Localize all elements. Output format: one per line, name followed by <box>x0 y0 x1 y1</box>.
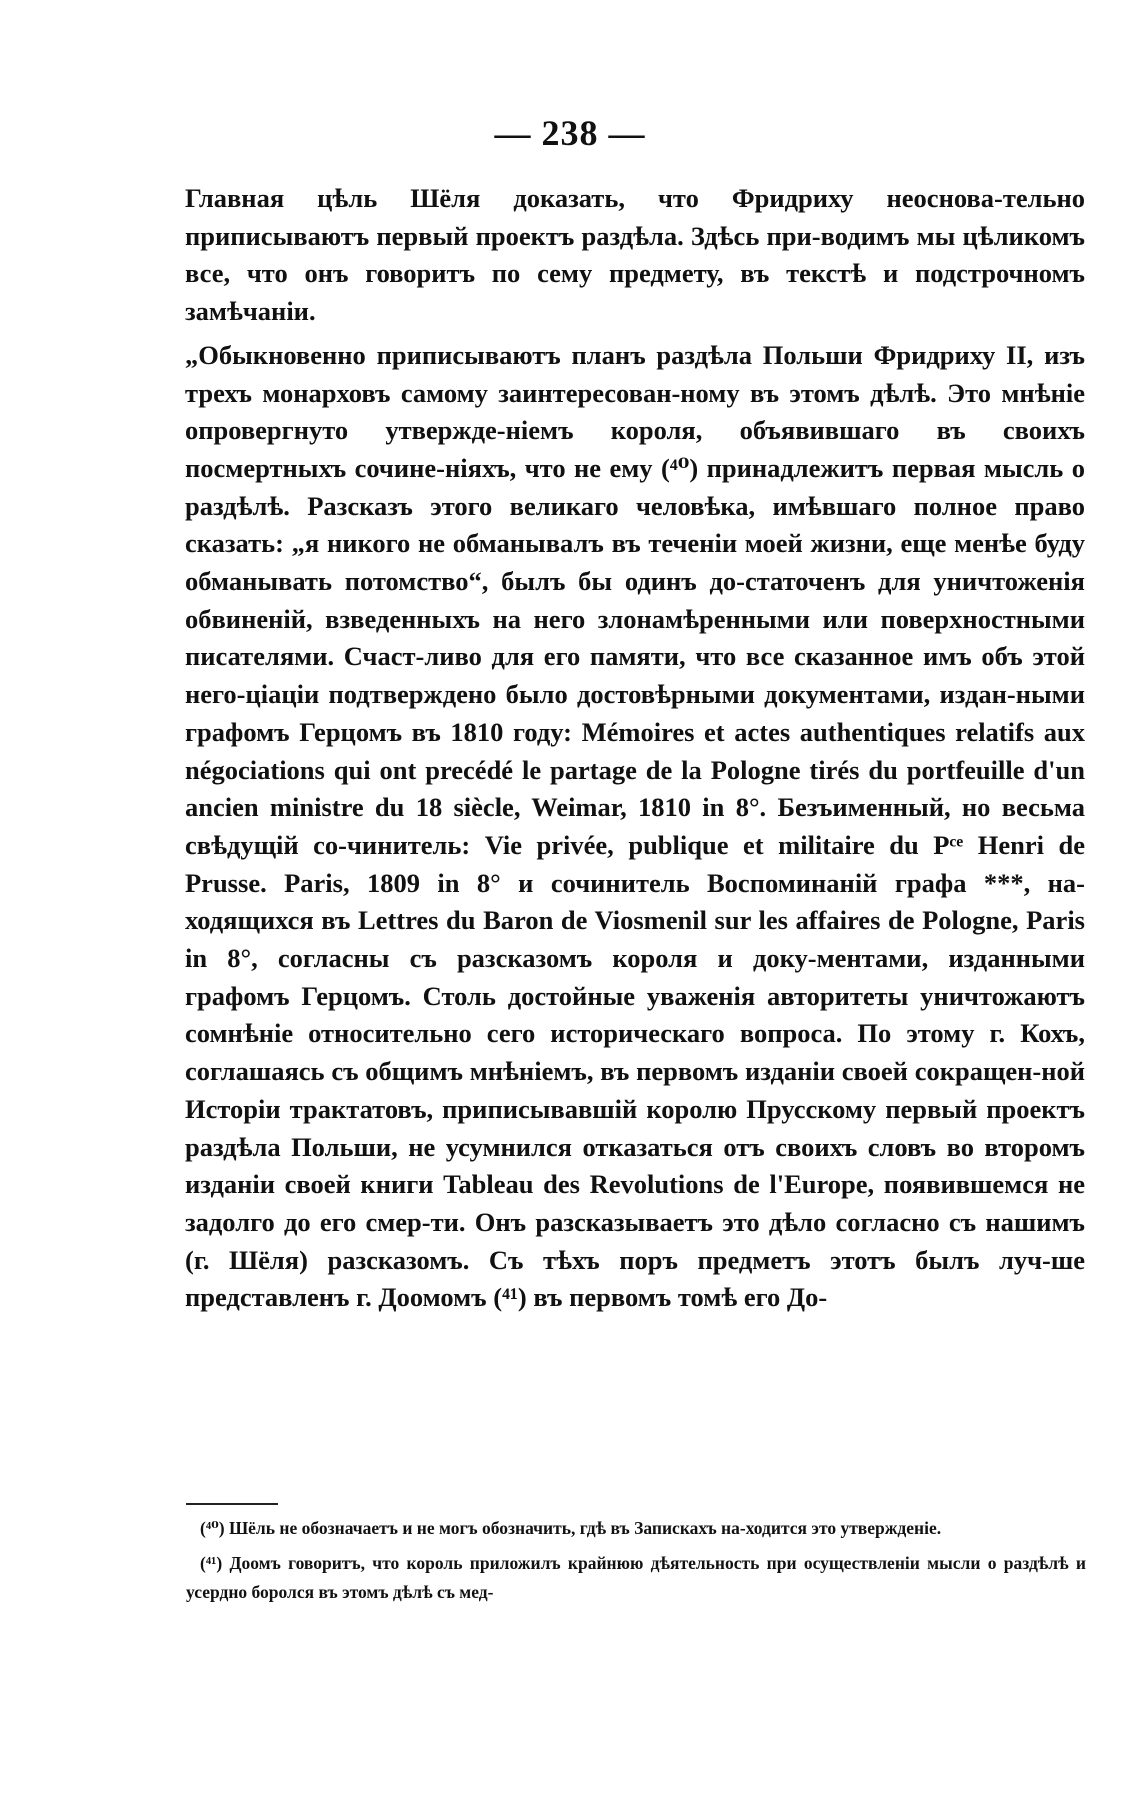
page-number: — 238 — <box>494 113 646 153</box>
footnote-divider <box>186 1503 278 1505</box>
footnote-41: (⁴¹) Доомъ говоритъ, что король приложилъ крайнюю дѣятельность при осуществленіи мысли о раздѣлѣ и усердно боролся въ этомъ дѣлѣ съ мед- <box>186 1553 1086 1602</box>
paragraph-intro: Главная цѣль Шёля доказать, что Фридриху неоснова-тельно приписываютъ первый проектъ раздѣла. Здѣсь при-водимъ мы цѣликомъ все, что онъ говоритъ по сему предмету, въ текстѣ и подстрочномъ замѣчаніи. <box>185 183 1085 327</box>
footnotes <box>186 1514 1086 1607</box>
main-text <box>185 180 1085 1317</box>
footnote-40: (⁴⁰) Шёль не обозначаетъ и не могъ обозначить, гдѣ въ Запискахъ на-ходится это утвержденіе. <box>200 1518 942 1538</box>
paragraph-quotation: „Обыкновенно приписываютъ планъ раздѣла Польши Фридриху II, изъ трехъ монарховъ самому заинтересован-ному въ этомъ дѣлѣ. Это мнѣніе опровергнуто утвержде-ніемъ короля, объявившаго въ своихъ посмертныхъ сочине-ніяхъ, что не ему (⁴⁰) принадлежитъ первая мысль о раздѣлѣ. Разсказъ этого великаго человѣка, имѣвшаго полное право сказать: „я никого не обманывалъ въ теченіи моей жизни, еще менѣе буду обманывать потомство“, былъ бы одинъ до-статоченъ для уничтоженія обвиненій, взведенныхъ на него злонамѣренными или поверхностными писателями. Счаст-ливо для его памяти, что все сказанное имъ объ этой него-ціаціи подтверждено было достовѣрными документами, издан-ными графомъ Герцомъ въ 1810 году: Mémoires et actes authentiques relatifs aux négociations qui ont precédé le partage de la Pologne tirés du portfeuille d'un ancien ministre du 18 siècle, Weimar, 1810 in 8°. Безъименный, но весьма свѣдущій со-чинитель: Vie privée, publique et militaire du Pᶜᵉ Henri de Prusse. Paris, 1809 in 8° и сочинитель Воспоминаній графа ***, на-ходящихся въ Lettres du Baron de Viosmenil sur les affaires de Pologne, Paris in 8°, согласны съ разсказомъ короля и доку-ментами, изданными графомъ Герцомъ. Столь достойные уваженія авторитеты уничтожаютъ сомнѣніе относительно сего историческаго вопроса. По этому г. Кохъ, соглашаясь съ общимъ мнѣніемъ, въ первомъ изданіи своей сокращен-ной Исторіи трактатовъ, приписывавшій королю Прусскому первый проектъ раздѣла Польши, не усумнился отказаться отъ своихъ словъ во второмъ изданіи своей книги Tableau des Revolutions de l'Europe, появившемся не задолго до его смер-ти. Онъ разсказываетъ это дѣло согласно съ нашимъ (г. Шёля) разсказомъ. Съ тѣхъ поръ предметъ этотъ былъ луч-ше представленъ г. Доомомъ (⁴¹) въ первомъ томѣ его До- <box>185 339 1085 1313</box>
